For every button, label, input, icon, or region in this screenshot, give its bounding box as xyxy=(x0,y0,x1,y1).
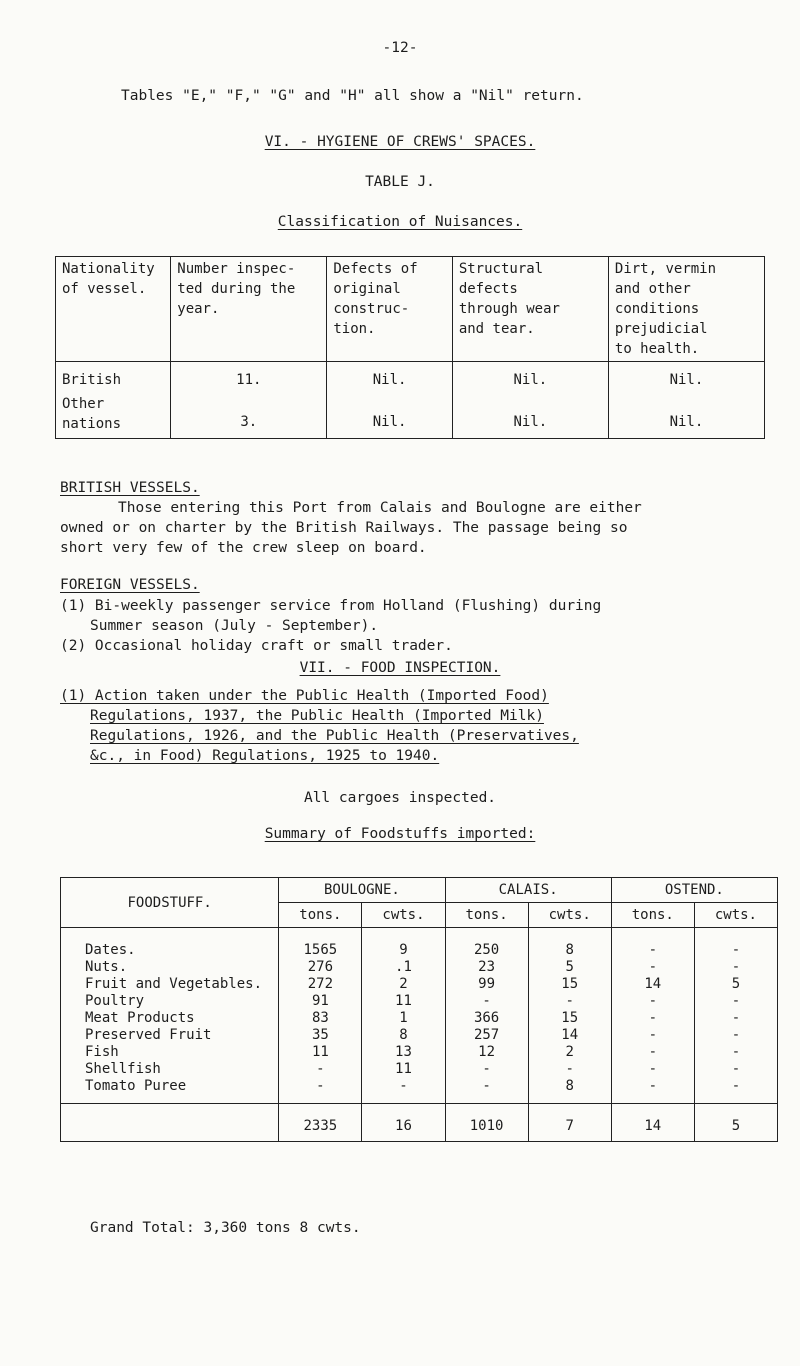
totals-label-cell xyxy=(61,1104,279,1142)
dirt-cell: Nil. xyxy=(608,362,764,393)
foodstuffs-table xyxy=(60,877,778,1142)
foodstuff-name: Preserved Fruit xyxy=(61,1027,279,1044)
food-value-cell: 14 xyxy=(528,1027,611,1044)
food-row xyxy=(61,976,778,993)
header-foodstuff: FOODSTUFF. xyxy=(61,878,279,928)
food-row xyxy=(61,1027,778,1044)
british-vessels-heading: BRITISH VESSELS. xyxy=(60,480,200,496)
food-value-cell: - xyxy=(694,1078,777,1104)
food-value-cell: 366 xyxy=(445,1010,528,1027)
food-value-cell: 13 xyxy=(362,1044,445,1061)
foreign-vessels-line: Summer season (July - September). xyxy=(90,618,379,634)
food-value-cell: - xyxy=(694,1044,777,1061)
table-j-caption: Classification of Nuisances. xyxy=(277,214,523,230)
original-cell: Nil. xyxy=(327,392,452,439)
action-heading-line: (1) Action taken under the Public Health (Imported Food) xyxy=(60,688,549,704)
foodstuff-name: Meat Products xyxy=(61,1010,279,1027)
food-value-cell: 14 xyxy=(611,976,694,993)
food-value-cell: 5 xyxy=(694,976,777,993)
food-value-cell: - xyxy=(694,1027,777,1044)
food-value-cell: 11 xyxy=(279,1044,362,1061)
section-vii-heading: VII. - FOOD INSPECTION. xyxy=(299,660,501,676)
food-value-cell: 1 xyxy=(362,1010,445,1027)
food-value-cell: - xyxy=(279,1078,362,1104)
food-value-cell: 272 xyxy=(279,976,362,993)
header-unit: tons. xyxy=(279,903,362,928)
food-value-cell: 9 xyxy=(362,928,445,960)
food-value-cell: - xyxy=(611,1044,694,1061)
food-row xyxy=(61,928,778,960)
structural-cell: Nil. xyxy=(452,362,608,393)
food-value-cell: 5 xyxy=(528,959,611,976)
header-line: ted during the xyxy=(177,281,296,297)
header-line: tion. xyxy=(333,321,376,337)
header-line: Dirt, vermin xyxy=(614,261,717,277)
food-total-cell: 7 xyxy=(528,1104,611,1142)
header-line: year. xyxy=(177,301,220,317)
food-value-cell: - xyxy=(611,993,694,1010)
header-line: Nationality xyxy=(62,261,155,277)
header-line: original xyxy=(333,281,401,297)
food-value-cell: - xyxy=(611,1027,694,1044)
header-line: defects xyxy=(458,281,518,297)
header-line: Number inspec- xyxy=(177,261,296,277)
header-unit: tons. xyxy=(445,903,528,928)
foreign-vessels-line: (1) Bi-weekly passenger service from Holland (Flushing) during xyxy=(60,598,602,614)
food-totals-row xyxy=(61,1104,778,1142)
food-value-cell: - xyxy=(694,993,777,1010)
food-row xyxy=(61,1010,778,1027)
foodstuff-name: Dates. xyxy=(61,928,279,960)
food-value-cell: 11 xyxy=(362,1061,445,1078)
food-total-cell: 1010 xyxy=(445,1104,528,1142)
british-vessels-line: Those entering this Port from Calais and Boulogne are either xyxy=(118,500,642,516)
food-value-cell: 250 xyxy=(445,928,528,960)
header-line: to health. xyxy=(614,341,700,357)
nuisance-row-other xyxy=(56,392,765,439)
food-value-cell: 2 xyxy=(362,976,445,993)
food-row xyxy=(61,993,778,1010)
food-value-cell: 15 xyxy=(528,1010,611,1027)
header-structural-defects xyxy=(452,257,608,362)
nuisance-table-header xyxy=(56,257,765,362)
food-row xyxy=(61,959,778,976)
summary-heading: Summary of Foodstuffs imported: xyxy=(264,826,536,842)
food-value-cell: 15 xyxy=(528,976,611,993)
header-unit: cwts. xyxy=(694,903,777,928)
header-nationality xyxy=(56,257,171,362)
section-vi-heading: VI. - HYGIENE OF CREWS' SPACES. xyxy=(264,134,536,150)
header-unit: cwts. xyxy=(362,903,445,928)
food-value-cell: - xyxy=(528,993,611,1010)
food-value-cell: - xyxy=(611,1010,694,1027)
food-value-cell: 8 xyxy=(362,1027,445,1044)
nuisance-row-british xyxy=(56,362,765,393)
header-port-calais: CALAIS. xyxy=(445,878,611,903)
foreign-vessels-line: (2) Occasional holiday craft or small trader. xyxy=(60,638,453,654)
header-unit: cwts. xyxy=(528,903,611,928)
food-value-cell: 99 xyxy=(445,976,528,993)
food-value-cell: - xyxy=(445,1078,528,1104)
food-value-cell: - xyxy=(445,1061,528,1078)
food-value-cell: - xyxy=(611,1078,694,1104)
header-line: prejudicial xyxy=(614,321,708,337)
inspected-cell: 3. xyxy=(171,392,327,439)
british-vessels-line: owned or on charter by the British Railways. The passage being so xyxy=(60,520,628,536)
action-heading-line: &c., in Food) Regulations, 1925 to 1940. xyxy=(90,748,440,764)
header-line: Structural xyxy=(458,261,544,277)
header-line: through wear xyxy=(458,301,560,317)
header-line: construc- xyxy=(333,301,410,317)
grand-total: Grand Total: 3,360 tons 8 cwts. xyxy=(90,1220,361,1236)
food-value-cell: - xyxy=(445,993,528,1010)
foreign-vessels-heading: FOREIGN VESSELS. xyxy=(60,577,200,593)
food-value-cell: - xyxy=(611,1061,694,1078)
foodstuff-name: Fruit and Vegetables. xyxy=(61,976,279,993)
food-value-cell: 35 xyxy=(279,1027,362,1044)
food-value-cell: 1565 xyxy=(279,928,362,960)
foodstuff-name: Shellfish xyxy=(61,1061,279,1078)
food-value-cell: .1 xyxy=(362,959,445,976)
structural-cell: Nil. xyxy=(452,392,608,439)
food-table-port-header xyxy=(61,878,778,903)
food-total-cell: 5 xyxy=(694,1104,777,1142)
header-line: of vessel. xyxy=(62,281,147,297)
header-dirt-vermin xyxy=(608,257,764,362)
food-total-cell: 16 xyxy=(362,1104,445,1142)
header-port-ostend: OSTEND. xyxy=(611,878,777,903)
foodstuff-name: Poultry xyxy=(61,993,279,1010)
food-value-cell: - xyxy=(362,1078,445,1104)
foodstuff-name: Nuts. xyxy=(61,959,279,976)
intro-line: Tables "E," "F," "G" and "H" all show a "Nil" return. xyxy=(121,88,584,104)
action-heading-line: Regulations, 1926, and the Public Health (Preservatives, xyxy=(90,728,579,744)
nuisance-table xyxy=(55,256,765,439)
food-total-cell: 14 xyxy=(611,1104,694,1142)
food-value-cell: 23 xyxy=(445,959,528,976)
header-line: and other xyxy=(614,281,691,297)
header-original-defects xyxy=(327,257,452,362)
table-j-label: TABLE J. xyxy=(365,174,435,190)
header-inspected xyxy=(171,257,327,362)
foodstuff-name: Tomato Puree xyxy=(61,1078,279,1104)
food-value-cell: - xyxy=(528,1061,611,1078)
all-cargoes-text: All cargoes inspected. xyxy=(303,790,497,806)
food-row xyxy=(61,1078,778,1104)
food-value-cell: 12 xyxy=(445,1044,528,1061)
food-value-cell: 91 xyxy=(279,993,362,1010)
header-line: conditions xyxy=(614,301,700,317)
food-value-cell: 8 xyxy=(528,928,611,960)
food-value-cell: - xyxy=(611,928,694,960)
page-number: -12- xyxy=(382,40,418,56)
food-value-cell: - xyxy=(279,1061,362,1078)
inspected-cell: 11. xyxy=(171,362,327,393)
food-value-cell: 8 xyxy=(528,1078,611,1104)
food-value-cell: - xyxy=(694,1010,777,1027)
header-line: Defects of xyxy=(333,261,418,277)
foodstuff-name: Fish xyxy=(61,1044,279,1061)
action-heading-line: Regulations, 1937, the Public Health (Imported Milk) xyxy=(90,708,544,724)
original-cell: Nil. xyxy=(327,362,452,393)
food-value-cell: - xyxy=(694,959,777,976)
food-total-cell: 2335 xyxy=(279,1104,362,1142)
food-value-cell: 83 xyxy=(279,1010,362,1027)
food-value-cell: 2 xyxy=(528,1044,611,1061)
dirt-cell: Nil. xyxy=(608,392,764,439)
food-value-cell: 257 xyxy=(445,1027,528,1044)
food-value-cell: 11 xyxy=(362,993,445,1010)
food-value-cell: - xyxy=(611,959,694,976)
british-vessels-line: short very few of the crew sleep on board. xyxy=(60,540,427,556)
header-unit: tons. xyxy=(611,903,694,928)
nationality-cell: British xyxy=(56,362,171,393)
food-row xyxy=(61,1061,778,1078)
food-row xyxy=(61,1044,778,1061)
header-port-boulogne: BOULOGNE. xyxy=(279,878,445,903)
food-value-cell: - xyxy=(694,1061,777,1078)
food-value-cell: 276 xyxy=(279,959,362,976)
nationality-cell: Other nations xyxy=(56,392,171,439)
header-line: and tear. xyxy=(458,321,535,337)
food-value-cell: - xyxy=(694,928,777,960)
